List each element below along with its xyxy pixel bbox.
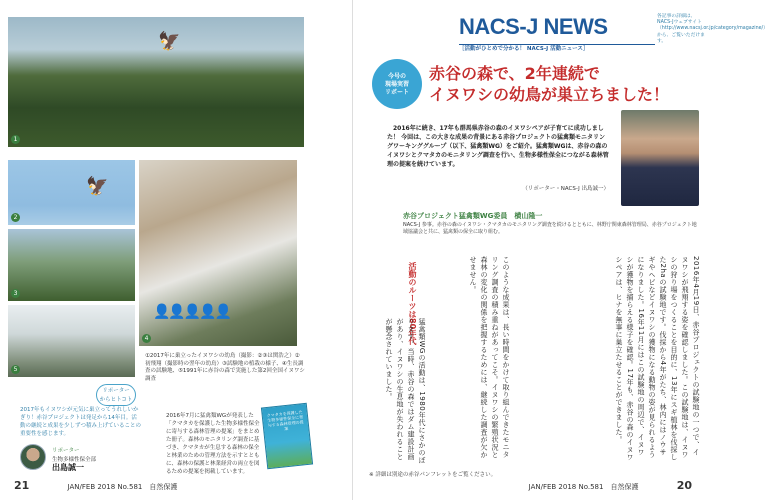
lead-credit: （リポーター・NACS-J 出島誠一）	[522, 186, 609, 192]
profile-text: NACS-J 参事。赤谷の森のイヌワシ・クマタカのモニタリング調査を続けるとともに、林野庁関東森林管理局、赤谷プロジェクト地域協議会と共に、猛禽類の保全に取り組む。	[403, 222, 697, 235]
web-note: 各記事の詳細は、NACS-Jウェブサイト（http://www.nacsj.or.jp/category/magazine/）から、ご覧いただけます。	[657, 14, 768, 44]
profile-name: 赤谷プロジェクト猛禽類WG委員 横山隆一	[403, 212, 543, 220]
photo-number: 2	[11, 213, 20, 222]
portrait-photo	[621, 110, 699, 206]
left-folio	[14, 479, 177, 492]
page-number: 21	[14, 479, 30, 492]
issue-label: JAN/FEB 2018 No.581 自然保護	[528, 483, 639, 491]
photo-number: 5	[11, 365, 20, 374]
forest-eagle-photo	[8, 17, 304, 147]
section-heading: 活動のルーツは80年代	[408, 262, 417, 346]
survey-group-photo	[139, 160, 297, 346]
headline: 赤谷の森で、2年連続で イヌワシの幼鳥が巣立ちました！	[429, 64, 670, 104]
page-number: 20	[676, 479, 692, 492]
left-page	[0, 0, 353, 500]
photo-caption: ①2017年に巣立ったイヌワシの幼鳥（撮影：②③は関浩之）②初飛翔（撮影時の翌年の幼鳥）③試験地の植栽の様子、④生長調査の試験地、⑤1991年に赤谷の森で実施した第2回全国イヌワシ調査	[145, 353, 305, 382]
reporter-comment-bubble: リポーター からヒトコト	[96, 384, 136, 406]
body-column-3: 猛禽類WGの活動は、1980年代にさかのぼります。当時、赤谷の森ではダム建設計画があり、イヌワシの生息地が失われることが懸念されていました。	[385, 318, 426, 464]
eagle-silhouette-icon: 🦅	[86, 176, 109, 197]
right-page	[353, 0, 768, 500]
reporter-role: リポーター	[52, 448, 80, 454]
news-logo: NACS-J NEWS	[459, 14, 608, 39]
photo-number: 4	[142, 334, 151, 343]
reporter-comment: 2017年もイヌワシが元気に巣立ってうれしいかぎり！赤谷プロジェクトは発足から14年目。活動の継続と成果を少しずつ積み上げていることの重要性を感じます。	[20, 407, 142, 437]
booklet-title: クマタカを保護した生物多様性保全に寄与する森林管理の提案	[266, 409, 304, 432]
issue-label: JAN/FEB 2018 No.581 自然保護	[67, 483, 178, 491]
avatar	[20, 444, 46, 470]
reporter-card	[20, 444, 160, 470]
eagle-silhouette-icon: 🦅	[158, 31, 181, 52]
right-folio	[529, 479, 692, 492]
booklet-cover	[261, 403, 313, 469]
news-subtitle: ［活動がひとめで分かる！ NACS-J 活動ニュース］	[459, 44, 655, 53]
reporter-name: 出島誠一	[52, 463, 84, 472]
body-column-1: 2016年4月19日、赤谷プロジェクトの試験地の一つで、イヌワシが飛翔する姿を確認しました。この試験地は、イヌワシの狩り場をつくることを目的に、13年にスギ植林を伐採した2haの試験地です。伐採から4年がたち、林内にはノウサギやヘビなどイヌワシの獲物になる動物の姿が見られるようになりました。16年11月にはこの試験地の周辺で、イヌワシが獲物を捕らえる様子を確認。17年も、赤谷の森のイヌワシペアは、ヒナを無事に巣立たせることができました。	[615, 256, 700, 461]
body-column-2: このような成果は、長い時間をかけて取り組んできたモニタリング調査の積み重ねがあってこそ。イヌワシの繁殖状況と森林の変化の関係を把握するためには、継続した調査が欠かせません。	[469, 256, 510, 459]
people-group-icon: 👤👤👤👤👤	[153, 304, 231, 320]
mountain-test-site-photo	[8, 229, 135, 301]
snowy-survey-photo	[8, 305, 135, 377]
reporter-org: 生物多様性保全部	[52, 457, 97, 463]
photo-number: 1	[11, 135, 20, 144]
photo-number: 3	[11, 289, 20, 298]
lead-paragraph: 2016年に続き、17年も群馬県赤谷の森のイヌワシペアが子育てに成功しました！ 今回は、この大きな成果の背景にある赤谷プロジェクトの猛禽類モニタリングワーキンググループ（以下、猛禽類WG）をご紹介。猛禽類WGは、赤谷の森のイヌワシとクマタカのモニタリング調査を行い、生物多様性保全につながる森林管理の提案を続けています。	[387, 125, 609, 168]
report-badge: 今号の 現場実習 リポート	[372, 59, 422, 109]
flying-eagle-photo	[8, 160, 135, 225]
footnote: ※ 詳細は別途の赤谷パンフレットをご覧ください。	[369, 472, 497, 478]
booklet-description: 2016年7月に猛禽類WGが発表した「クマタカを保護した生物多様性保全に寄与する森林管理の提案」をまとめた冊子。森林のモニタリング調査に基づき、クマタカが生息する森林の保全と林業のための管理方法を示すとともに、森林の保護と林業経営の両立を図るための提案を掲載しています。	[166, 413, 260, 475]
